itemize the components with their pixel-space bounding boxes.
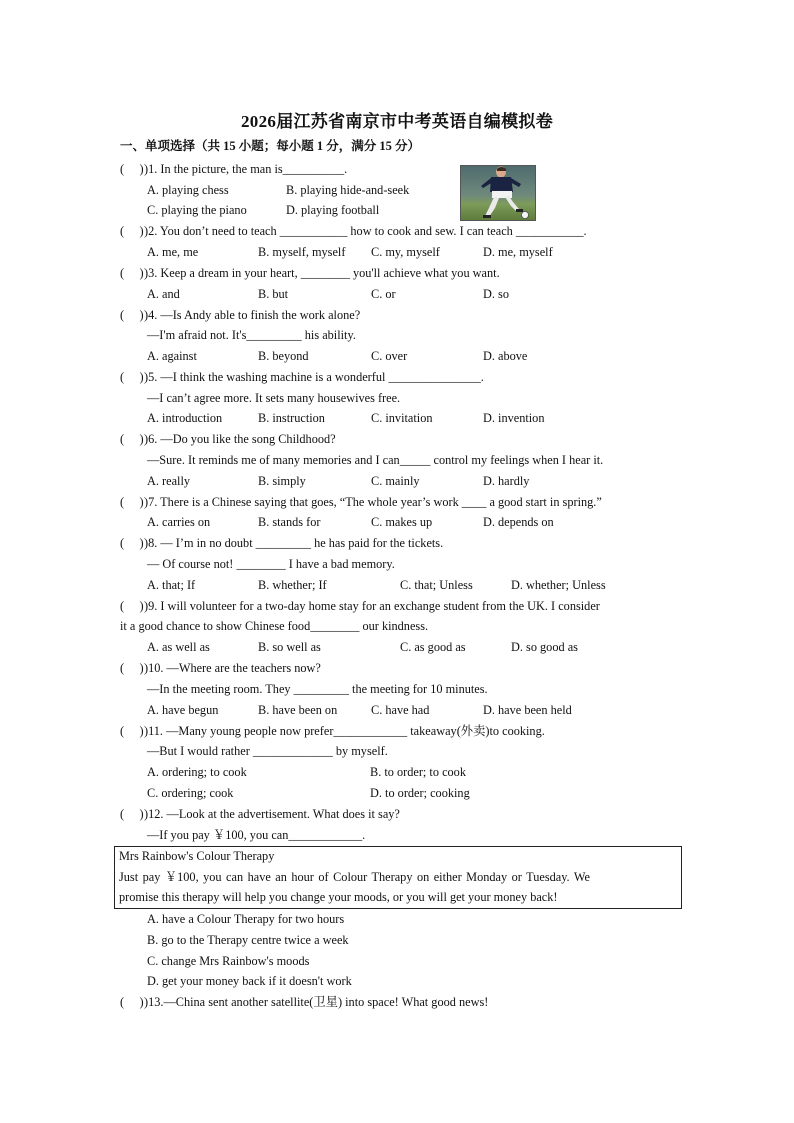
- q1-option-d: D. playing football: [286, 203, 380, 217]
- question-paren: ( ): [120, 432, 144, 446]
- q5-option-a: A. introduction: [147, 411, 223, 425]
- question-11-line2: —But I would rather _____________ by myself.: [147, 744, 388, 758]
- q2-option-b: B. myself, myself: [258, 245, 346, 259]
- q10-option-d: D. have been held: [483, 703, 572, 717]
- question-6-stem: )6. —Do you like the song Childhood?: [144, 432, 336, 446]
- question-9-stem: )9. I will volunteer for a two-day home stay for an exchange student from the UK. I consider: [144, 599, 600, 613]
- q9-option-c: C. as good as: [400, 640, 466, 654]
- q9-option-d: D. so good as: [511, 640, 578, 654]
- q1-option-c: C. playing the piano: [147, 203, 247, 217]
- q5-option-b: B. instruction: [258, 411, 325, 425]
- section-heading: 一、单项选择（共 15 小题；每小题 1 分，满分 15 分）: [120, 139, 421, 153]
- q4-option-b: B. beyond: [258, 349, 309, 363]
- question-5-stem: )5. —I think the washing machine is a wonderful _______________.: [144, 370, 484, 384]
- q6-option-a: A. really: [147, 474, 191, 488]
- q12-option-a: A. have a Colour Therapy for two hours: [147, 912, 345, 926]
- q9-option-a: A. as well as: [147, 640, 210, 654]
- q8-option-c: C. that; Unless: [400, 578, 473, 592]
- q8-option-b: B. whether; If: [258, 578, 327, 592]
- question-4-stem: )4. —Is Andy able to finish the work alone?: [144, 308, 361, 322]
- question-paren: ( ): [120, 807, 144, 821]
- football-player-image: [461, 166, 535, 220]
- q3-option-b: B. but: [258, 287, 289, 301]
- question-paren: ( ): [120, 536, 144, 550]
- q1-option-a: A. playing chess: [147, 183, 229, 197]
- advertisement-title: Mrs Rainbow's Colour Therapy: [119, 849, 275, 863]
- q3-option-d: D. so: [483, 287, 509, 301]
- q10-option-b: B. have been on: [258, 703, 338, 717]
- q11-option-c: C. ordering; cook: [147, 786, 234, 800]
- q6-option-b: B. simply: [258, 474, 306, 488]
- q4-option-c: C. over: [371, 349, 408, 363]
- advertisement-line-2: promise this therapy will help you change your moods, or you will get your money back!: [119, 890, 558, 904]
- question-6-line2: —Sure. It reminds me of many memories and I can_____ control my feelings when I hear it.: [147, 453, 604, 467]
- q5-option-c: C. invitation: [371, 411, 433, 425]
- question-10-line2: —In the meeting room. They _________ the meeting for 10 minutes.: [147, 682, 488, 696]
- q7-option-d: D. depends on: [483, 515, 554, 529]
- question-13-stem: )13.—China sent another satellite(卫星) into space! What good news!: [144, 995, 489, 1009]
- q11-option-d: D. to order; cooking: [370, 786, 470, 800]
- question-12-stem: )12. —Look at the advertisement. What does it say?: [144, 807, 400, 821]
- question-paren: ( ): [120, 224, 144, 238]
- q10-option-c: C. have had: [371, 703, 430, 717]
- question-12-line2: —If you pay ￥100, you can____________.: [147, 828, 366, 842]
- q1-option-b: B. playing hide-and-seek: [286, 183, 410, 197]
- q12-option-b: B. go to the Therapy centre twice a week: [147, 933, 349, 947]
- q9-option-b: B. so well as: [258, 640, 321, 654]
- question-7-stem: )7. There is a Chinese saying that goes, “The whole year’s work ____ a good start in spring.”: [144, 495, 602, 509]
- question-paren: ( ): [120, 995, 144, 1009]
- q10-option-a: A. have begun: [147, 703, 219, 717]
- page-title: 2026届江苏省南京市中考英语自编模拟卷: [241, 112, 553, 131]
- q7-option-a: A. carries on: [147, 515, 211, 529]
- q2-option-c: C. my, myself: [371, 245, 440, 259]
- q3-option-a: A. and: [147, 287, 180, 301]
- question-9-line2: it a good chance to show Chinese food________ our kindness.: [120, 619, 429, 633]
- q12-option-d: D. get your money back if it doesn't work: [147, 974, 352, 988]
- q11-option-a: A. ordering; to cook: [147, 765, 247, 779]
- q3-option-c: C. or: [371, 287, 396, 301]
- q11-option-b: B. to order; to cook: [370, 765, 466, 779]
- q12-option-c: C. change Mrs Rainbow's moods: [147, 954, 310, 968]
- q2-option-d: D. me, myself: [483, 245, 553, 259]
- question-2-stem: )2. You don’t need to teach ___________ how to cook and sew. I can teach ___________.: [144, 224, 587, 238]
- q6-option-c: C. mainly: [371, 474, 420, 488]
- question-paren: ( ): [120, 370, 144, 384]
- q7-option-b: B. stands for: [258, 515, 321, 529]
- question-paren: ( ): [120, 724, 144, 738]
- q8-option-d: D. whether; Unless: [511, 578, 606, 592]
- question-paren: ( ): [120, 495, 144, 509]
- question-paren: ( ): [120, 599, 144, 613]
- question-1-stem: )1. In the picture, the man is__________.: [144, 162, 348, 176]
- question-8-stem: )8. — I’m in no doubt _________ he has paid for the tickets.: [144, 536, 444, 550]
- question-paren: ( ): [120, 162, 144, 176]
- question-10-stem: )10. —Where are the teachers now?: [144, 661, 321, 675]
- question-8-line2: — Of course not! ________ I have a bad memory.: [147, 557, 395, 571]
- question-3-stem: )3. Keep a dream in your heart, ________ you'll achieve what you want.: [144, 266, 500, 280]
- football-player-photo: [460, 165, 536, 221]
- question-5-line2: —I can’t agree more. It sets many housewives free.: [147, 391, 401, 405]
- question-11-stem: )11. —Many young people now prefer____________ takeaway(外卖)to cooking.: [144, 724, 545, 738]
- q6-option-d: D. hardly: [483, 474, 530, 488]
- q8-option-a: A. that; If: [147, 578, 196, 592]
- question-paren: ( ): [120, 266, 144, 280]
- q4-option-d: D. above: [483, 349, 528, 363]
- q4-option-a: A. against: [147, 349, 197, 363]
- question-paren: ( ): [120, 661, 144, 675]
- question-4-line2: —I'm afraid not. It's_________ his ability.: [147, 328, 356, 342]
- question-paren: ( ): [120, 308, 144, 322]
- advertisement-line-1: Just pay ￥100, you can have an hour of Colour Therapy on either Monday or Tuesday. We: [119, 870, 590, 884]
- q5-option-d: D. invention: [483, 411, 545, 425]
- q2-option-a: A. me, me: [147, 245, 199, 259]
- q7-option-c: C. makes up: [371, 515, 433, 529]
